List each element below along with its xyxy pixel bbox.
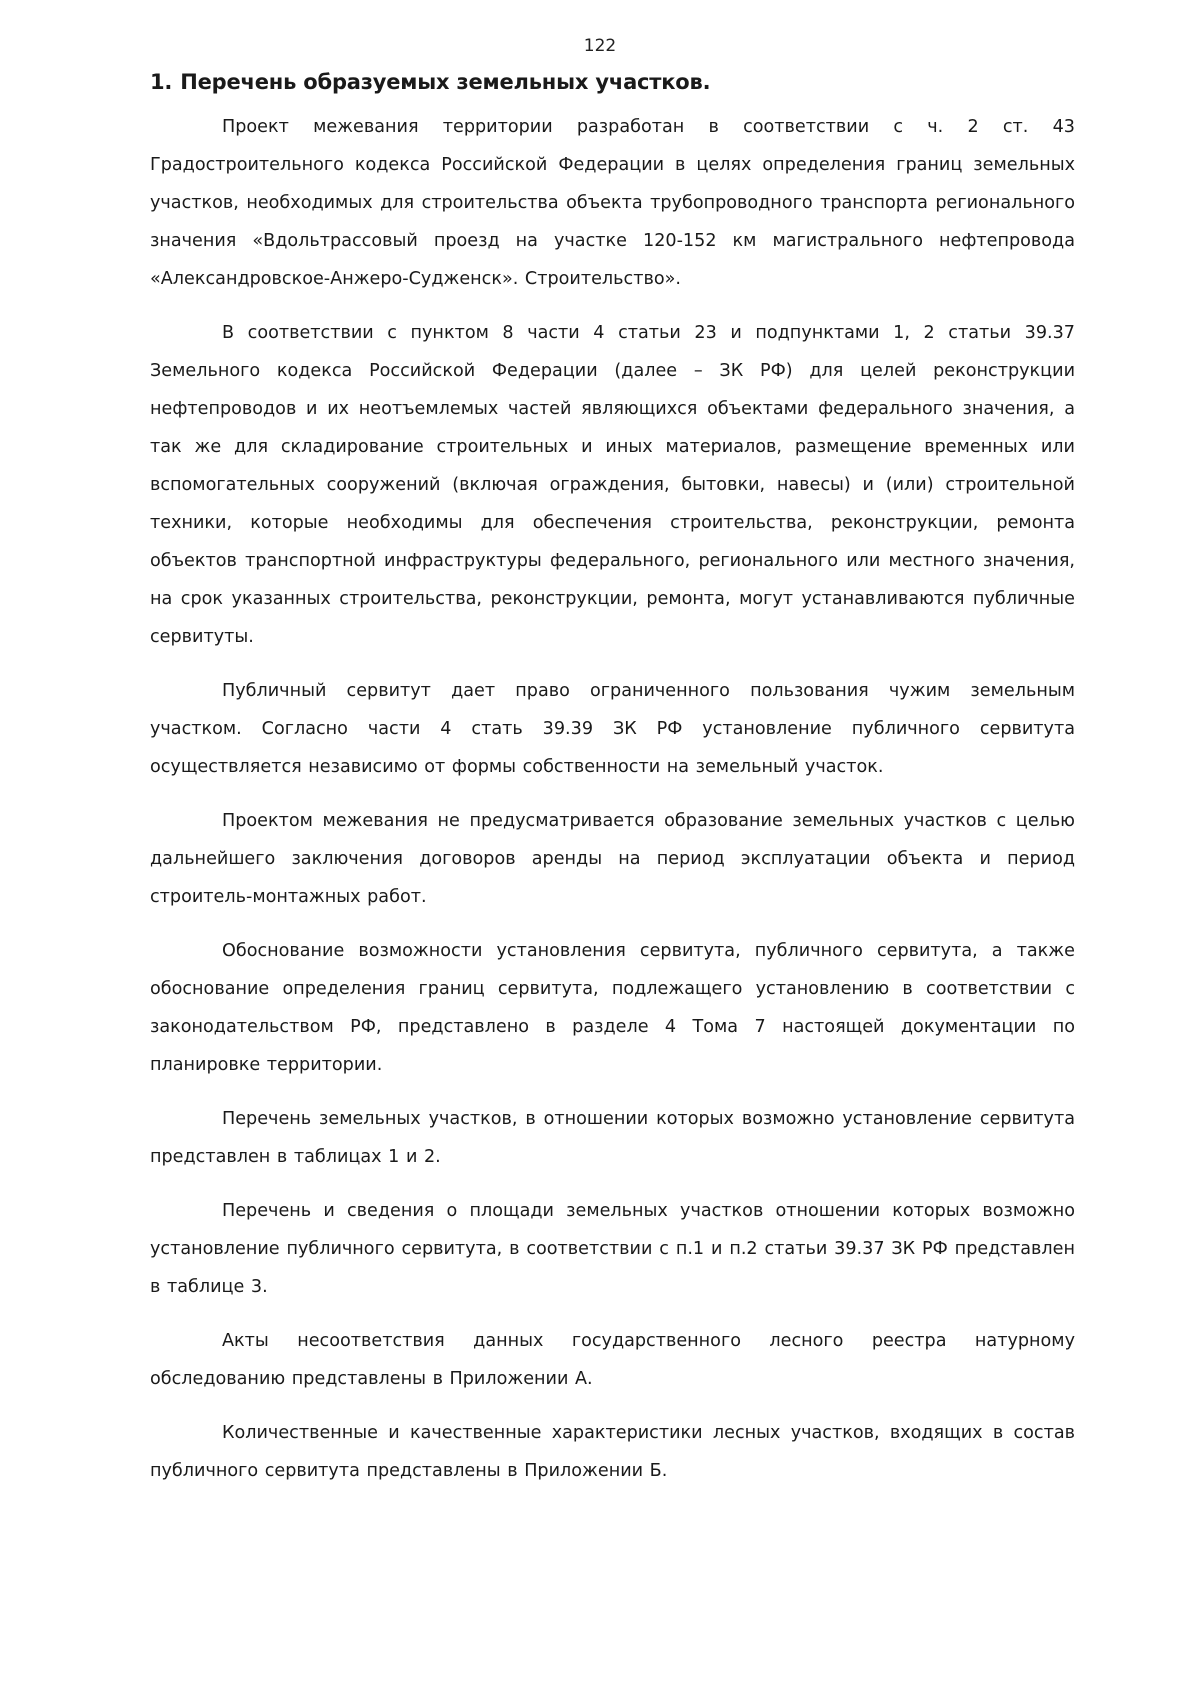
paragraph-servitude-definition: Публичный сервитут дает право ограниченного пользования чужим земельным участком. Согласно части 4 стать 39.39 ЗК РФ установление публичного сервитута осуществляется независимо от формы собственности на земельный участок. [150, 681, 1075, 777]
paragraph-appendix-b: Количественные и качественные характеристики лесных участков, входящих в состав публичного сервитута представлены в Приложении Б. [150, 1423, 1075, 1481]
section-title: Перечень образуемых земельных участков. [180, 70, 711, 94]
paragraph-project-basis: Проект межевания территории разработан в соответствии с ч. 2 ст. 43 Градостроительного кодекса Российской Федерации в целях определения границ земельных участков, необходимых для строительства объекта трубопроводного транспорта регионального значения «Вдольтрассовый проезд на участке 120-152 км магистрального нефтепровода «Александровское-Анжеро-Судженск». Строительство». [150, 117, 1075, 289]
paragraph-justification: Обоснование возможности установления сервитута, публичного сервитута, а также обоснование определения границ сервитута, подлежащего установлению в соответствии с законодательством РФ, представлено в разделе 4 Тома 7 настоящей документации по планировке территории. [150, 941, 1075, 1075]
paragraph-public-servitude-grounds: В соответствии с пунктом 8 части 4 статьи 23 и подпунктами 1, 2 статьи 39.37 Земельного кодекса Российской Федерации (далее – ЗК РФ) для целей реконструкции нефтепроводов и их неотъемлемых частей являющихся объектами федерального значения, а так же для складирование строительных и иных материалов, размещение временных или вспомогательных сооружений (включая ограждения, бытовки, навесы) и (или) строительной техники, которые необходимы для обеспечения строительства, реконструкции, ремонта объектов транспортной инфраструктуры федерального, регионального или местного значения, на срок указанных строительства, реконструкции, ремонта, могут устанавливаются публичные сервитуты. [150, 323, 1075, 647]
paragraph-table-3: Перечень и сведения о площади земельных участков отношении которых возможно установление публичного сервитута, в соответствии с п.1 и п.2 статьи 39.37 ЗК РФ представлен в таблице 3. [150, 1201, 1075, 1297]
paragraph-no-land-formation: Проектом межевания не предусматривается образование земельных участков с целью дальнейшего заключения договоров аренды на период эксплуатации объекта и период строитель-монтажных работ. [150, 811, 1075, 907]
paragraph-tables-1-2: Перечень земельных участков, в отношении которых возможно установление сервитута представлен в таблицах 1 и 2. [150, 1109, 1075, 1167]
section-number: 1. [150, 70, 173, 94]
page-number: 122 [583, 36, 617, 56]
paragraph-appendix-a: Акты несоответствия данных государственного лесного реестра натурному обследованию представлены в Приложении А. [150, 1331, 1075, 1389]
section-heading [150, 70, 710, 94]
document-body [150, 108, 1075, 1506]
